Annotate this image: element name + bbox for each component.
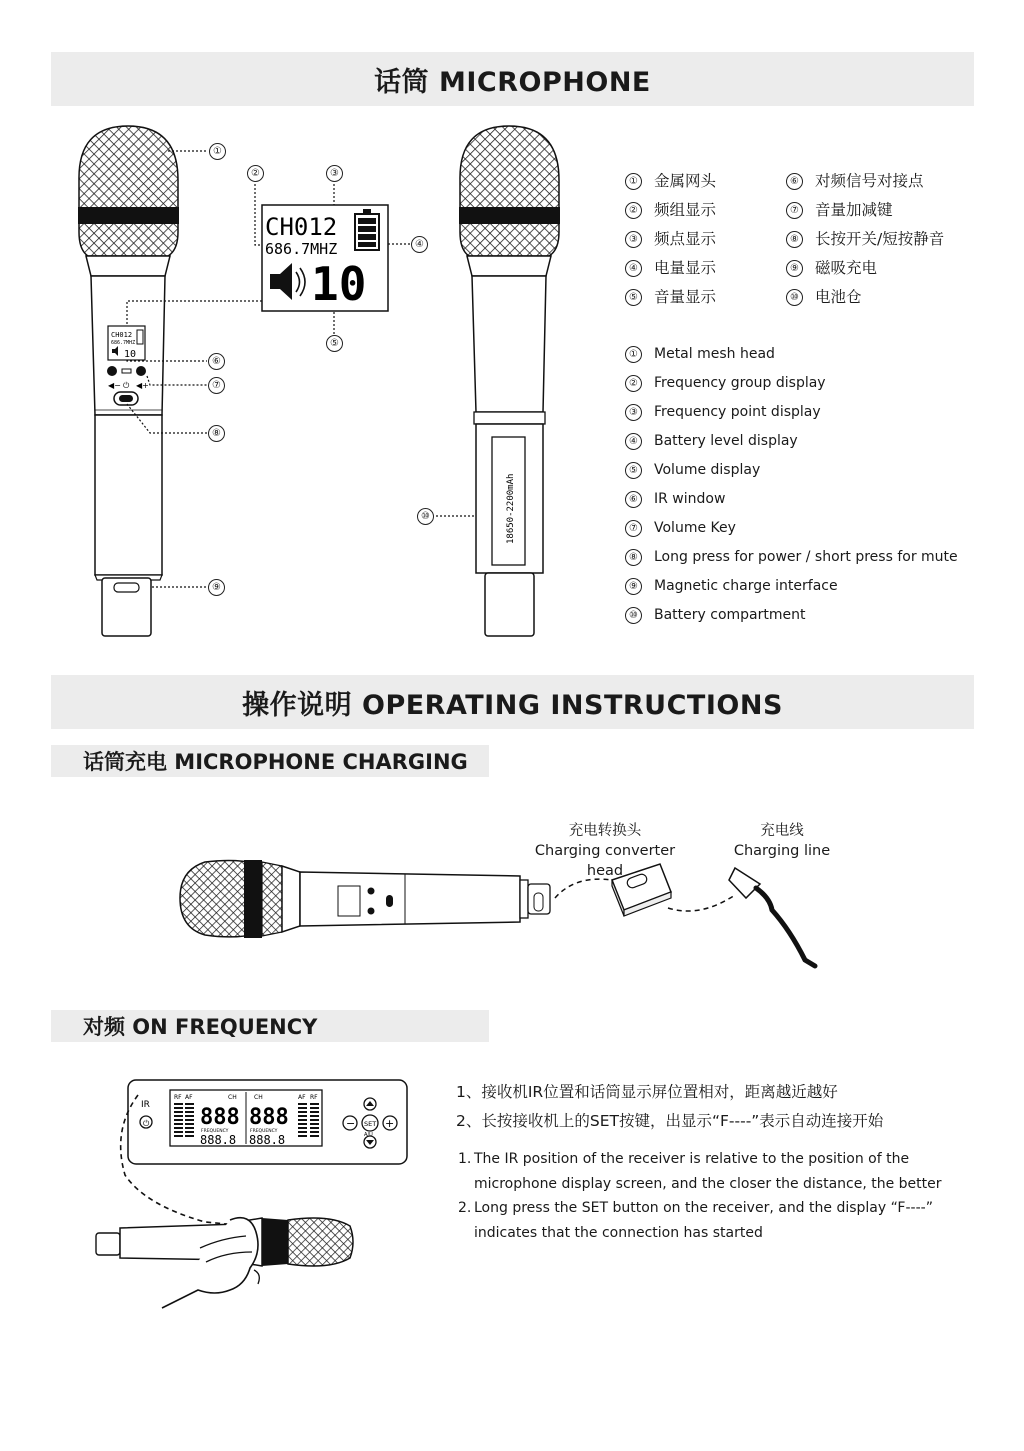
legend-en bbox=[625, 340, 958, 630]
microphone-rear-view bbox=[459, 126, 560, 636]
svg-text:⏻: ⏻ bbox=[143, 1119, 150, 1128]
svg-text:FREQUENCY: FREQUENCY bbox=[201, 1129, 229, 1134]
display-channel: CH012 bbox=[265, 213, 338, 241]
mini-display-channel: CH012 bbox=[111, 331, 133, 339]
legend-item: ⑧ Long press for power / short press for mute bbox=[625, 543, 958, 572]
callout-7: ⑦ bbox=[208, 377, 225, 394]
callout-8: ⑧ bbox=[208, 425, 225, 442]
callout-9: ⑨ bbox=[208, 579, 225, 596]
legend-item: ⑩ Battery compartment bbox=[625, 601, 958, 630]
legend-item: ④ 电量显示 bbox=[625, 254, 716, 283]
legend-item: ② Frequency group display bbox=[625, 369, 958, 398]
svg-text:A/U: A/U bbox=[364, 1132, 373, 1138]
callout-4: ④ bbox=[411, 236, 428, 253]
mini-display-volume: 10 bbox=[124, 349, 137, 360]
legend-item: ⑦ 音量加减键 bbox=[786, 196, 944, 225]
receiver-panel bbox=[128, 1080, 407, 1164]
mini-display-frequency: 686.7MHZ bbox=[111, 340, 136, 346]
battery-label: 18650-2200mAh bbox=[506, 473, 516, 544]
callout-1: ① bbox=[209, 143, 226, 160]
legend-item: ⑨ 磁吸充电 bbox=[786, 254, 944, 283]
receiver-digits-right: 888 bbox=[249, 1105, 289, 1130]
svg-text:RF: RF bbox=[310, 1094, 318, 1101]
legend-cn-left bbox=[625, 167, 716, 312]
receiver-freq-right: 888.8 bbox=[249, 1133, 286, 1147]
frequency-steps-cn: 1、接收机IR位置和话筒显示屏位置相对，距离越近越好 2、长按接收机上的SET按键，出显示“F----”表示自动连接开始 bbox=[456, 1083, 884, 1130]
receiver-set-button: SET bbox=[364, 1120, 377, 1128]
callout-2: ② bbox=[247, 165, 264, 182]
svg-text:◀+: ◀+ bbox=[136, 381, 149, 390]
svg-text:◀−: ◀− bbox=[108, 381, 121, 390]
receiver-ir-label: IR bbox=[141, 1100, 150, 1110]
legend-item: ④ Battery level display bbox=[625, 427, 958, 456]
step-item: 1. The IR position of the receiver is relative to the position of the microphone display screen, and the closer the distance, the better bbox=[458, 1151, 942, 1192]
microphone-front-view bbox=[78, 126, 179, 636]
svg-text:+: + bbox=[385, 1117, 395, 1130]
callout-6: ⑥ bbox=[208, 353, 225, 370]
legend-item: ⑥ IR window bbox=[625, 485, 958, 514]
legend-item: ① Metal mesh head bbox=[625, 340, 958, 369]
svg-text:RF: RF bbox=[174, 1094, 182, 1101]
legend-item: ⑥ 对频信号对接点 bbox=[786, 167, 944, 196]
subsection-title-charging: 话筒充电 MICROPHONE CHARGING bbox=[51, 745, 489, 777]
display-volume: 10 bbox=[311, 257, 367, 311]
legend-item: ⑦ Volume Key bbox=[625, 514, 958, 543]
legend-item: ① 金属网头 bbox=[625, 167, 716, 196]
callout-3: ③ bbox=[326, 165, 343, 182]
svg-text:CH: CH bbox=[228, 1094, 237, 1101]
svg-text:−: − bbox=[346, 1117, 356, 1130]
subsection-title-frequency: 对频 ON FREQUENCY bbox=[51, 1010, 489, 1042]
svg-text:CH: CH bbox=[254, 1094, 263, 1101]
caption-charging-line: 充电线 Charging line bbox=[733, 823, 831, 859]
legend-item: ② 频组显示 bbox=[625, 196, 716, 225]
legend-item: ⑧ 长按开关/短按静音 bbox=[786, 225, 944, 254]
charging-illustration bbox=[180, 860, 815, 966]
callout-10: ⑩ bbox=[417, 508, 434, 525]
svg-text:FREQUENCY: FREQUENCY bbox=[250, 1129, 278, 1134]
receiver-digits-left: 888 bbox=[200, 1105, 240, 1130]
zoomed-display bbox=[262, 205, 388, 311]
section-title-operating: 操作说明 OPERATING INSTRUCTIONS bbox=[51, 675, 974, 729]
svg-text:AF: AF bbox=[298, 1094, 306, 1101]
callout-5: ⑤ bbox=[326, 335, 343, 352]
step-item: 2. Long press the SET button on the receiver, and the display “F----” indicates that the connection has started bbox=[458, 1200, 933, 1241]
receiver-freq-left: 888.8 bbox=[200, 1133, 237, 1147]
frequency-steps-en bbox=[458, 1147, 978, 1245]
display-frequency: 686.7MHZ bbox=[265, 240, 338, 258]
legend-cn-right bbox=[786, 167, 944, 312]
legend-item: ⑨ Magnetic charge interface bbox=[625, 572, 958, 601]
svg-text:⏻: ⏻ bbox=[123, 381, 130, 390]
caption-converter-head: 充电转换头 Charging converter head bbox=[534, 823, 676, 879]
legend-item: ③ 频点显示 bbox=[625, 225, 716, 254]
legend-item: ⑤ 音量显示 bbox=[625, 283, 716, 312]
section-title-microphone: 话筒 MICROPHONE bbox=[51, 52, 974, 106]
legend-item: ⑤ Volume display bbox=[625, 456, 958, 485]
legend-item: ③ Frequency point display bbox=[625, 398, 958, 427]
svg-text:AF: AF bbox=[185, 1094, 193, 1101]
legend-item: ⑩ 电池仓 bbox=[786, 283, 944, 312]
